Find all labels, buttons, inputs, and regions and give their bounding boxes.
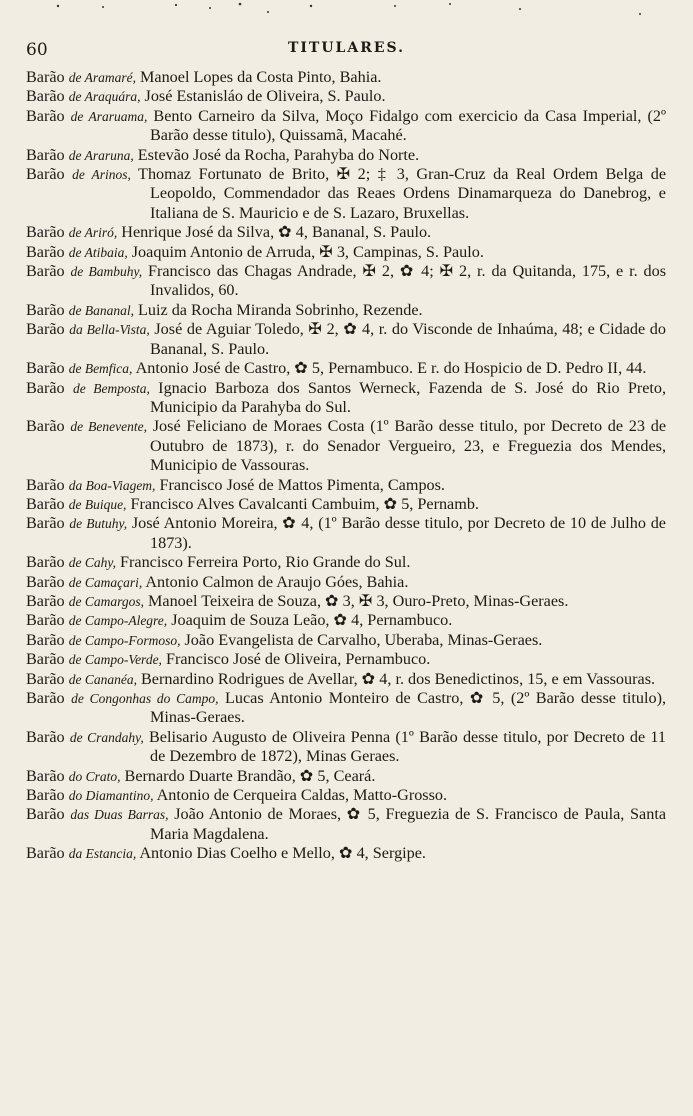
entry-title-name: de Butuhy, bbox=[69, 516, 128, 532]
title-entry bbox=[26, 262, 666, 301]
title-entry bbox=[26, 107, 666, 146]
entry-rank: Barão bbox=[26, 417, 65, 436]
title-entry bbox=[26, 670, 666, 689]
entry-title-name: de Crandahy, bbox=[69, 729, 144, 745]
entry-rank: Barão bbox=[26, 650, 65, 669]
entry-rank: Barão bbox=[26, 68, 65, 86]
title-entry bbox=[26, 301, 666, 320]
title-entry bbox=[26, 320, 666, 359]
entry-rank: Barão bbox=[26, 106, 65, 125]
entry-rank: Barão bbox=[26, 786, 65, 805]
entry-rank: Barão bbox=[26, 572, 65, 591]
entry-title-name: de Bananal, bbox=[68, 302, 134, 318]
entry-text: José Feliciano de Moraes Costa (1º Barão desse titulo, por Decreto de 23 de Outubro de 1873), r. do Senador Vergueiro, 23, e Freguezia dos Mendes, Municipio de Vassouras. bbox=[147, 417, 667, 475]
entry-text: Antonio José de Castro, ✿ 5, Pernambuco. E r. do Hospicio de D. Pedro II, 44. bbox=[132, 359, 647, 378]
entry-title-name: da Estancia, bbox=[68, 846, 137, 862]
title-entry bbox=[26, 379, 666, 418]
title-entry bbox=[26, 631, 666, 650]
entry-text: Bernardino Rodrigues de Avellar, ✿ 4, r. dos Benedictinos, 15, e em Vassouras. bbox=[136, 669, 656, 688]
entry-text: Bento Carneiro da Silva, Moço Fidalgo com exercicio da Casa Imperial, (2º Barão desse titulo), Quissamã, Macahé. bbox=[147, 106, 666, 145]
entry-rank: Barão bbox=[26, 378, 65, 397]
title-entry bbox=[26, 805, 666, 844]
entry-text: Francisco José de Oliveira, Pernambuco. bbox=[161, 650, 431, 669]
top-edge-specks bbox=[0, 0, 693, 30]
title-entry bbox=[26, 146, 666, 165]
title-entry bbox=[26, 68, 666, 87]
entry-title-name: de Ariró, bbox=[68, 225, 118, 241]
title-entry bbox=[26, 87, 666, 106]
entry-text: Thomaz Fortunato de Brito, ✠ 2; ‡ 3, Gran-Cruz da Real Ordem Belga de Leopoldo, Commendador das Reaes Ordens Dinamarqueza do Danebrog, e Italiana de S. Mauricio e de S. Lazaro, Bruxellas. bbox=[130, 165, 667, 222]
entry-title-name: do Diamantino, bbox=[68, 788, 154, 804]
title-entry bbox=[26, 417, 666, 475]
entry-rank: Barão bbox=[26, 320, 65, 339]
entry-rank: Barão bbox=[26, 611, 65, 630]
entry-text: Francisco Alves Cavalcanti Cambuim, ✿ 5, Pernamb. bbox=[126, 494, 479, 513]
title-entry bbox=[26, 786, 666, 805]
title-entry bbox=[26, 767, 666, 786]
entry-title-name: de Bemposta, bbox=[72, 380, 150, 396]
entry-title-name: de Campo-Formoso, bbox=[68, 632, 181, 648]
entry-title-name: de Benevente, bbox=[70, 419, 148, 435]
entry-text: José de Aguiar Toledo, ✠ 2, ✿ 4, r. do Visconde de Inhaúma, 48; e Cidade do Bananal, S. Paulo. bbox=[149, 320, 666, 358]
entry-title-name: de Congonhas do Campo, bbox=[71, 691, 219, 706]
title-entry bbox=[26, 165, 666, 223]
entry-text: João Antonio de Moraes, ✿ 5, Freguezia de S. Francisco de Paula, Santa Maria Magdalena. bbox=[150, 805, 667, 843]
entry-text: João Evangelista de Carvalho, Uberaba, Minas-Geraes. bbox=[180, 630, 543, 649]
title-entry bbox=[26, 844, 666, 863]
entry-title-name: de Arinos, bbox=[72, 167, 131, 183]
entry-title-name: de Campo-Alegre, bbox=[68, 613, 168, 629]
entry-title-name: de Camaçari, bbox=[68, 574, 143, 590]
entry-rank: Barão bbox=[26, 87, 65, 106]
entry-text: Henrique José da Silva, ✿ 4, Bananal, S. Paulo. bbox=[117, 223, 432, 242]
entry-rank: Barão bbox=[26, 514, 65, 533]
title-entry bbox=[26, 650, 666, 669]
entry-rank: Barão bbox=[26, 844, 65, 863]
title-entry bbox=[26, 514, 666, 553]
entry-text: Antonio Dias Coelho e Mello, ✿ 4, Sergipe. bbox=[136, 844, 426, 863]
entry-rank: Barão bbox=[26, 630, 65, 649]
title-entry bbox=[26, 728, 666, 767]
running-title: TITULARES. bbox=[287, 40, 406, 56]
entry-text: José Antonio Moreira, ✿ 4, (1º Barão desse titulo, por Decreto de 10 de Julho de 1873). bbox=[127, 514, 666, 552]
entry-text: Bernardo Duarte Brandão, ✿ 5, Ceará. bbox=[120, 766, 376, 785]
entry-title-name: de Araquára, bbox=[68, 89, 141, 105]
entry-rank: Barão bbox=[26, 300, 65, 319]
entry-title-name: de Camargos, bbox=[68, 593, 144, 609]
title-entry bbox=[26, 223, 666, 242]
entry-rank: Barão bbox=[26, 242, 65, 261]
entry-text: Joaquim de Souza Leão, ✿ 4, Pernambuco. bbox=[167, 611, 453, 630]
entry-title-name: de Cahy, bbox=[68, 555, 116, 571]
entry-text: Estevão José da Rocha, Parahyba do Norte. bbox=[133, 145, 420, 164]
entry-rank: Barão bbox=[26, 494, 65, 513]
entry-rank: Barão bbox=[26, 591, 65, 610]
entry-text: Manoel Teixeira de Souza, ✿ 3, ✠ 3, Ouro-Preto, Minas-Geraes. bbox=[143, 591, 569, 610]
entry-text: Antonio Calmon de Araujo Góes, Bahia. bbox=[142, 572, 409, 591]
entry-rank: Barão bbox=[26, 553, 65, 572]
title-entry bbox=[26, 689, 666, 728]
title-entry bbox=[26, 611, 666, 630]
titles-list bbox=[26, 68, 666, 864]
entry-title-name: de Araruna, bbox=[68, 147, 134, 163]
entry-title-name: do Crato, bbox=[68, 768, 121, 784]
entry-text: Joaquim Antonio de Arruda, ✠ 3, Campinas, S. Paulo. bbox=[127, 242, 484, 261]
entry-rank: Barão bbox=[26, 805, 65, 824]
entry-title-name: de Atibaia, bbox=[68, 244, 128, 260]
entry-text: Luiz da Rocha Miranda Sobrinho, Rezende. bbox=[133, 300, 423, 319]
entry-text: Antonio de Cerqueira Caldas, Matto-Grosso. bbox=[153, 786, 448, 805]
title-entry bbox=[26, 243, 666, 262]
page-number: 60 bbox=[26, 40, 48, 60]
entry-title-name: de Araruama, bbox=[70, 108, 148, 124]
entry-rank: Barão bbox=[26, 262, 65, 281]
entry-title-name: de Buique, bbox=[68, 496, 127, 512]
entry-text: Lucas Antonio Monteiro de Castro, ✿ 5, (2º Barão desse titulo), Minas-Geraes. bbox=[150, 689, 667, 727]
entry-text: Francisco José de Mattos Pimenta, Campos. bbox=[155, 475, 445, 494]
entry-title-name: das Duas Barras, bbox=[70, 807, 169, 823]
entry-text: Ignacio Barboza dos Santos Werneck, Fazenda de S. José do Rio Preto, Municipio da Parahyba do Sul. bbox=[149, 378, 667, 416]
entry-title-name: da Bella-Vista, bbox=[69, 322, 150, 338]
entry-text: Francisco das Chagas Andrade, ✠ 2, ✿ 4; ✠ 2, r. da Quitanda, 175, e r. dos Invalidos, 60. bbox=[142, 262, 667, 300]
entry-rank: Barão bbox=[26, 359, 65, 378]
entry-title-name: de Aramaré, bbox=[68, 70, 136, 85]
entry-title-name: da Boa-Viagem, bbox=[68, 477, 156, 493]
title-entry bbox=[26, 573, 666, 592]
entry-text: Francisco Ferreira Porto, Rio Grande do Sul. bbox=[115, 553, 411, 572]
entry-rank: Barão bbox=[26, 165, 65, 184]
title-entry bbox=[26, 359, 666, 378]
entry-rank: Barão bbox=[26, 727, 65, 746]
entry-title-name: de Bemfica, bbox=[68, 361, 133, 377]
entry-title-name: de Bambuhy, bbox=[70, 264, 143, 280]
title-entry bbox=[26, 592, 666, 611]
entry-rank: Barão bbox=[26, 475, 65, 494]
entry-rank: Barão bbox=[26, 145, 65, 164]
title-entry bbox=[26, 553, 666, 572]
entry-rank: Barão bbox=[26, 689, 65, 707]
entry-title-name: de Campo-Verde, bbox=[68, 652, 162, 668]
entry-rank: Barão bbox=[26, 766, 65, 785]
entry-rank: Barão bbox=[26, 669, 65, 688]
entry-text: José Estanisláo de Oliveira, S. Paulo. bbox=[140, 87, 386, 106]
entry-rank: Barão bbox=[26, 223, 65, 242]
title-entry bbox=[26, 495, 666, 514]
entry-text: Belisario Augusto de Oliveira Penna (1º Barão desse titulo, por Decreto de 11 de Dezembro de 1872), Minas Geraes. bbox=[143, 727, 666, 766]
entry-title-name: de Cananéa, bbox=[68, 671, 137, 687]
title-entry bbox=[26, 476, 666, 495]
entry-text: Manoel Lopes da Costa Pinto, Bahia. bbox=[135, 68, 382, 86]
